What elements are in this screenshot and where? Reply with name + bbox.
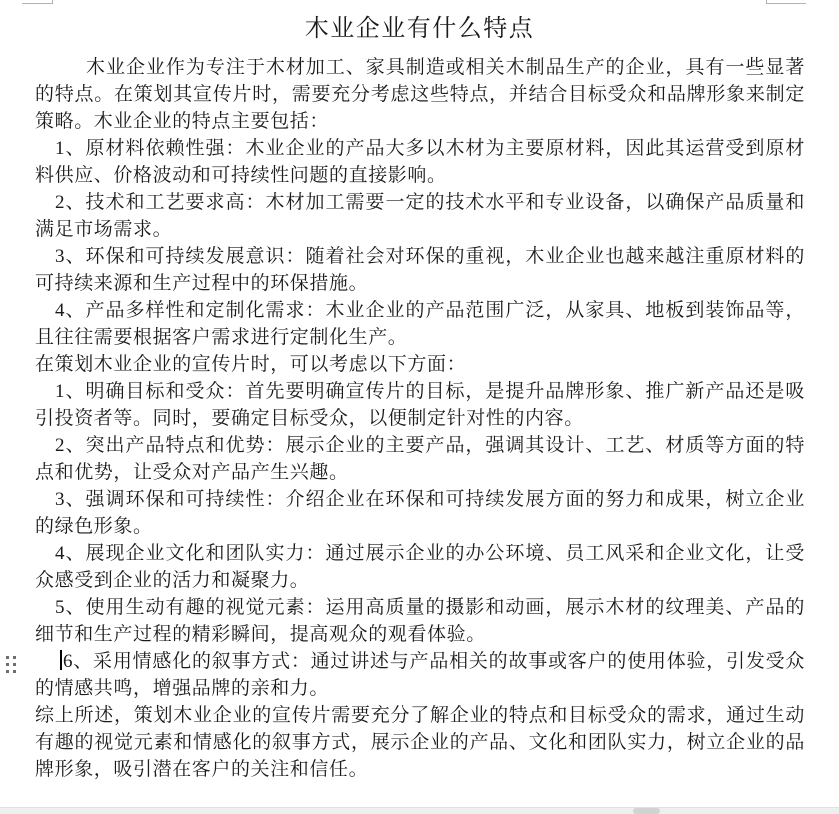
text-cursor-icon bbox=[60, 650, 62, 670]
text-boundary-mark-top-right bbox=[766, 3, 806, 4]
paragraph-planning-lead: 在策划木业企业的宣传片时，可以考虑以下方面： bbox=[35, 354, 467, 375]
paragraph-intro: 木业企业作为专注于木材加工、家具制造或相关木制品生产的企业，具有一些显著的特点。在策划其宣传片时，需要充分考虑这些特点，并结合目标受众和品牌形象来制定策略。木业企业的特点主要包括： bbox=[35, 57, 805, 132]
list-item-plan-1: 1、明确目标和受众：首先要明确宣传片的目标，是提升品牌形象、推广新产品还是吸引投资者等。同时，要确定目标受众，以便制定针对性的内容。 bbox=[35, 381, 805, 429]
list-item-plan-2: 2、突出产品特点和优势：展示企业的主要产品，强调其设计、工艺、材质等方面的特点和优势，让受众对产品产生兴趣。 bbox=[35, 435, 805, 483]
text-boundary-mark-top-right-tick bbox=[766, 0, 767, 4]
document-title: 木业企业有什么特点 bbox=[304, 16, 535, 42]
list-item-feature-3: 3、环保和可持续发展意识：随着社会对环保的重视，木业企业也越来越注重原材料的可持续来源和生产过程中的环保措施。 bbox=[35, 246, 805, 294]
list-item-feature-4: 4、产品多样性和定制化需求：木业企业的产品范围广泛，从家具、地板到装饰品等，且往往需要根据客户需求进行定制化生产。 bbox=[35, 300, 805, 348]
list-item-plan-4: 4、展现企业文化和团队实力：通过展示企业的办公环境、员工风采和企业文化，让受众感受到企业的活力和凝聚力。 bbox=[35, 543, 805, 591]
list-item-plan-6-text: 6、采用情感化的叙事方式：通过讲述与产品相关的故事或客户的使用体验，引发受众的情感共鸣，增强品牌的亲和力。 bbox=[35, 651, 805, 699]
list-item-plan-3: 3、强调环保和可持续性：介绍企业在环保和可持续发展方面的努力和成果，树立企业的绿色形象。 bbox=[35, 489, 805, 537]
drag-handle-dot bbox=[13, 670, 16, 673]
drag-handle-dot bbox=[13, 663, 16, 666]
drag-handle-dot bbox=[6, 656, 9, 659]
text-boundary-mark-top-left-tick bbox=[52, 0, 53, 4]
list-item-feature-1: 1、原材料依赖性强：木业企业的产品大多以木材为主要原材料，因此其运营受到原材料供应、价格波动和可持续性问题的直接影响。 bbox=[35, 138, 805, 186]
drag-handle-dot bbox=[6, 663, 9, 666]
list-item-feature-2: 2、技术和工艺要求高：木材加工需要一定的技术水平和专业设备，以确保产品质量和满足市场需求。 bbox=[35, 192, 805, 240]
list-item-plan-6 bbox=[35, 648, 805, 702]
document-body bbox=[35, 54, 805, 783]
text-boundary-mark-top-left bbox=[22, 3, 53, 4]
drag-handle-dot bbox=[13, 656, 16, 659]
paragraph-conclusion: 综上所述，策划木业企业的宣传片需要充分了解企业的特点和目标受众的需求，通过生动有趣的视觉元素和情感化的叙事方式，展示企业的产品、文化和团队实力，树立企业的品牌形象，吸引潜在客户的关注和信任。 bbox=[35, 705, 805, 780]
horizontal-scrollbar[interactable] bbox=[0, 807, 839, 814]
drag-handle-dot bbox=[6, 670, 9, 673]
list-item-plan-5: 5、使用生动有趣的视觉元素：运用高质量的摄影和动画，展示木材的纹理美、产品的细节和生产过程的精彩瞬间，提高观众的观看体验。 bbox=[35, 597, 805, 645]
drag-handle-icon[interactable] bbox=[6, 656, 16, 673]
horizontal-scrollbar-thumb[interactable] bbox=[633, 808, 660, 814]
